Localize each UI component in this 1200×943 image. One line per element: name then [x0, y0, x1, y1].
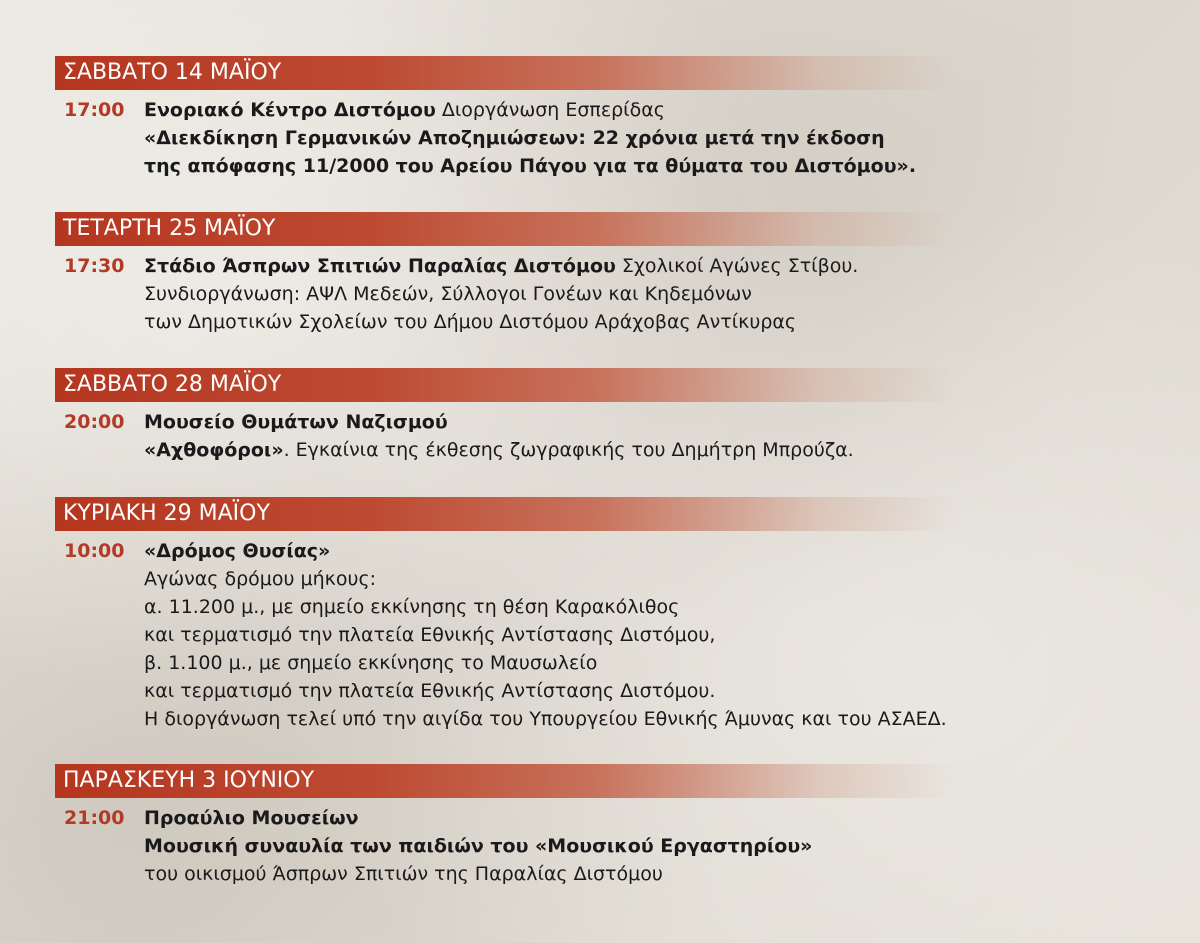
day-header-band — [55, 56, 955, 90]
event-venue: Μουσείο Θυμάτων Ναζισμού — [144, 411, 448, 433]
event-time: 20:00 — [64, 411, 125, 433]
event-title-line: «Διεκδίκηση Γερμανικών Αποζημιώσεων: 22 χρόνια μετά την έκδοση — [144, 127, 885, 149]
day-header: ΣΑΒΒΑΤΟ 14 ΜΑΪΟΥ — [63, 60, 282, 85]
exhibition-description: . Εγκαίνια της έκθεσης ζωγραφικής του Δημήτρη Μπρούζα. — [283, 439, 854, 461]
event-detail-line — [144, 436, 1184, 464]
event-description — [144, 96, 1184, 180]
event-description — [144, 408, 1184, 464]
day-header-band — [55, 764, 955, 798]
event-time: 21:00 — [64, 807, 125, 829]
day-header: ΚΥΡΙΑΚΗ 29 ΜΑΪΟΥ — [63, 501, 270, 526]
event-detail-line: Η διοργάνωση τελεί υπό την αιγίδα του Υπουργείου Εθνικής Άμυνας και του ΑΣΑΕΔ. — [144, 708, 947, 730]
event-venue: Προαύλιο Μουσείων — [144, 807, 359, 829]
event-time: 17:30 — [64, 255, 125, 277]
event-venue-suffix: Σχολικοί Αγώνες Στίβου. — [615, 255, 859, 277]
event-time: 17:00 — [64, 99, 125, 121]
event-title-line: Μουσική συναυλία των παιδιών του «Μουσικού Εργαστηρίου» — [144, 835, 813, 857]
event-venue-line — [144, 96, 1184, 124]
day-header: ΤΕΤΑΡΤΗ 25 ΜΑΪΟΥ — [63, 216, 276, 241]
event-time: 10:00 — [64, 540, 125, 562]
event-detail-line: του οικισμού Άσπρων Σπιτιών της Παραλίας Διστόμου — [144, 863, 663, 885]
day-header: ΣΑΒΒΑΤΟ 28 ΜΑΪΟΥ — [63, 372, 282, 397]
event-venue-suffix: Διοργάνωση Εσπερίδας — [435, 99, 665, 121]
event-detail-line: β. 1.100 μ., με σημείο εκκίνησης το Μαυσωλείο — [144, 652, 598, 674]
event-venue: Ενοριακό Κέντρο Διστόμου — [144, 99, 436, 121]
event-detail-line: των Δημοτικών Σχολείων του Δήμου Διστόμου Αράχοβας Αντίκυρας — [144, 311, 797, 333]
event-venue: Στάδιο Άσπρων Σπιτιών Παραλίας Διστόμου — [144, 255, 616, 277]
event-venue: «Δρόμος Θυσίας» — [144, 540, 331, 562]
event-title-line: της απόφασης 11/2000 του Αρείου Πάγου για τα θύματα του Διστόμου». — [144, 155, 917, 177]
day-header: ΠΑΡΑΣΚΕΥΗ 3 ΙΟΥΝΙΟΥ — [63, 768, 315, 793]
event-detail-line: α. 11.200 μ., με σημείο εκκίνησης τη θέση Καρακόλιθος — [144, 596, 680, 618]
event-description — [144, 252, 1184, 336]
day-header-band — [55, 368, 955, 402]
day-header-band — [55, 497, 955, 531]
event-detail-line: και τερματισμό την πλατεία Εθνικής Αντίστασης Διστόμου, — [144, 624, 716, 646]
event-detail-line: και τερματισμό την πλατεία Εθνικής Αντίστασης Διστόμου. — [144, 680, 716, 702]
event-detail-line: Συνδιοργάνωση: ΑΨΛ Μεδεών, Σύλλογοι Γονέων και Κηδεμόνων — [144, 283, 752, 305]
exhibition-title: «Αχθοφόροι» — [144, 439, 284, 461]
event-venue-line — [144, 252, 1184, 280]
event-description — [144, 537, 1184, 733]
event-detail-line: Αγώνας δρόμου μήκους: — [144, 568, 377, 590]
day-header-band — [55, 212, 955, 246]
event-description — [144, 804, 1184, 888]
